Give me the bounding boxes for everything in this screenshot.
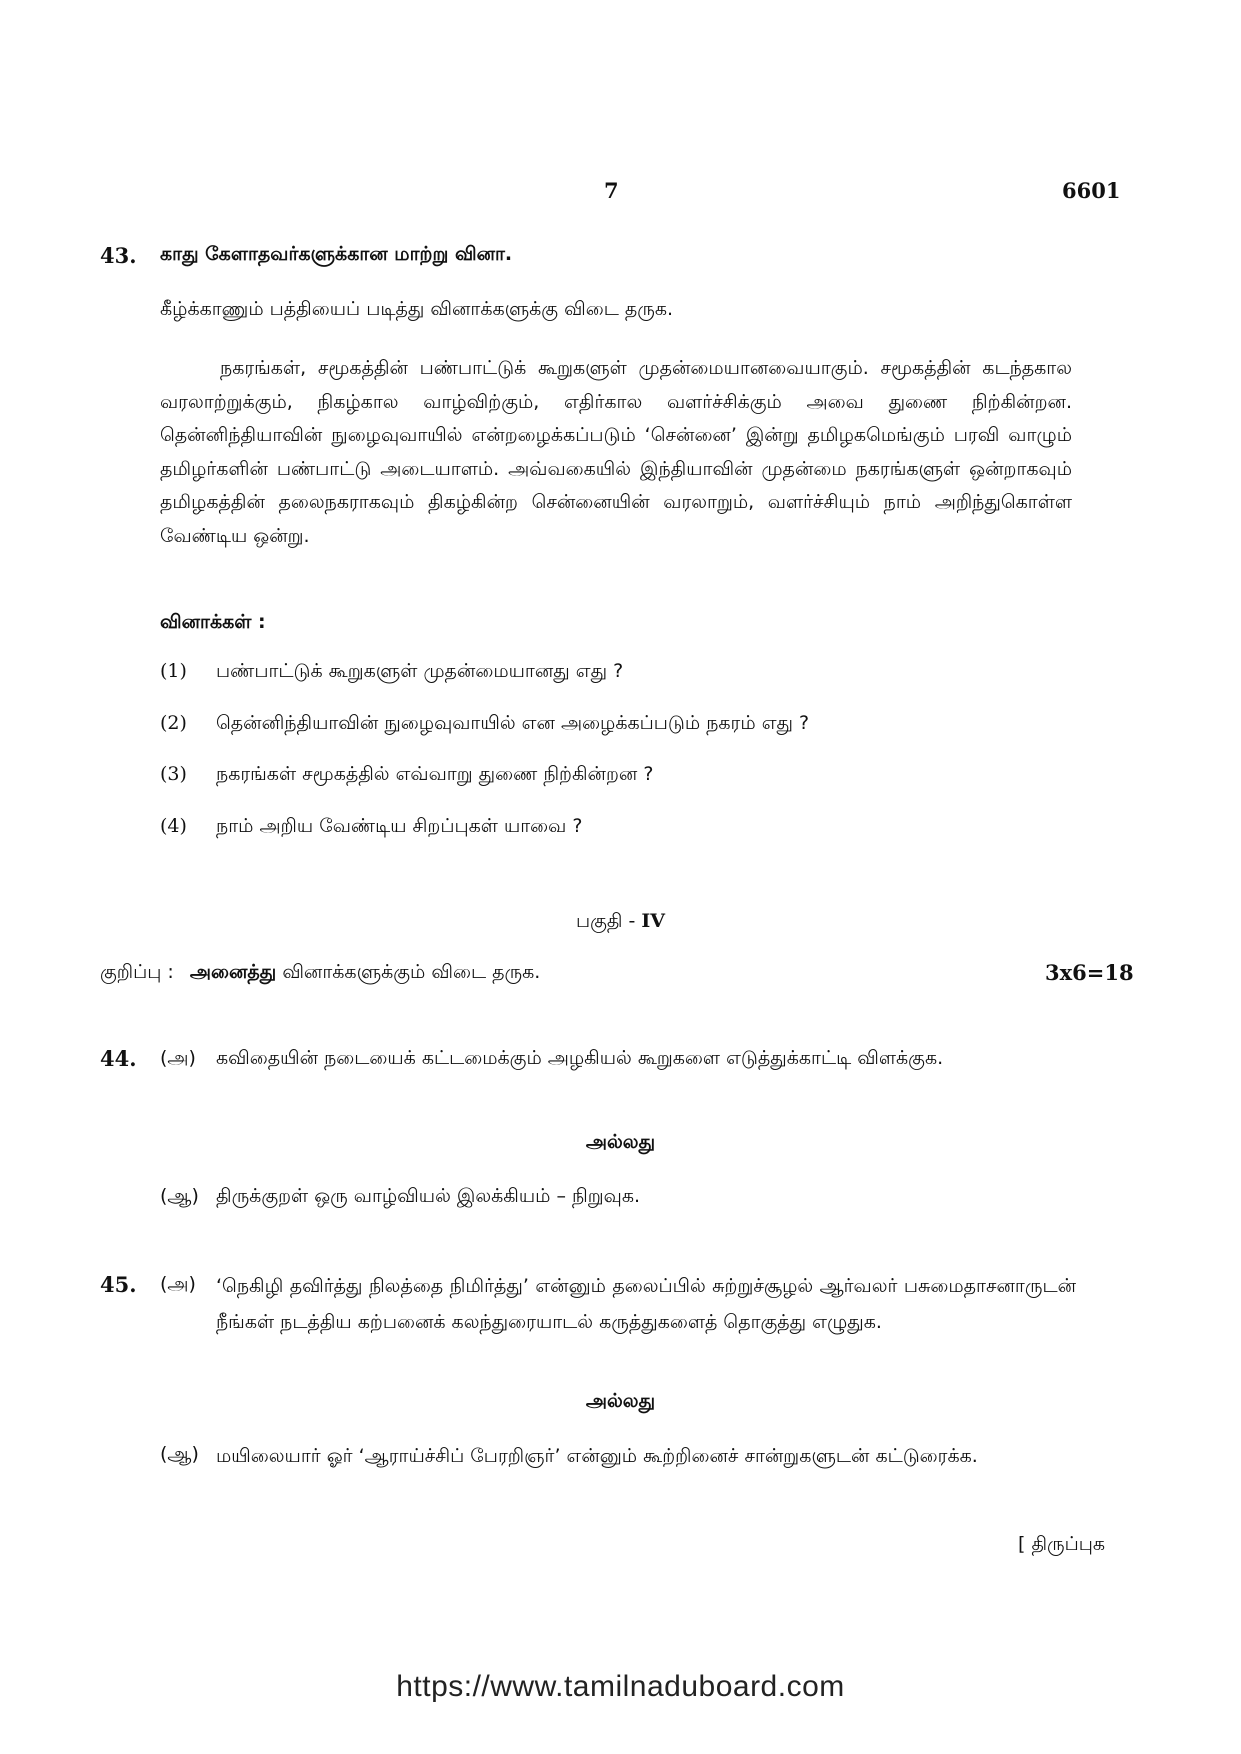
q45-b-text: மயிலையார் ஓர் ‘ஆராய்ச்சிப் பேரறிஞர்’ என்னும் கூற்றினைச் சான்றுகளுடன் கட்டுரைக்க.: [216, 1445, 978, 1467]
q43-question-4-text: நாம் அறிய வேண்டிய சிறப்புகள் யாவை ?: [216, 815, 583, 837]
q43-question-1-number: (1): [160, 660, 187, 682]
section-note-text: வினாக்களுக்கும் விடை தருக.: [282, 961, 541, 983]
paper-code: 6601: [1062, 178, 1121, 203]
q43-passage: நகரங்கள், சமூகத்தின் பண்பாட்டுக் கூறுகளுள் முதன்மையானவையாகும். சமூகத்தின் கடந்தகால வரலாற்றுக்கும், நிகழ்கால வாழ்விற்கும், எதிர்கால வளர்ச்சிக்கும் அவை துணை நிற்கின்றன. தென்னிந்தியாவின் நுழைவுவாயில் என்றழைக்கப்படும் ‘சென்னை’ இன்று தமிழகமெங்கும் பரவி வாழும் தமிழர்களின் பண்பாட்டு அடையாளம். அவ்வகையில் இந்தியாவின் முதன்மை நகரங்களுள் ஒன்றாகவும் தமிழகத்தின் தலைநகராகவும் திகழ்கின்ற சென்னையின் வரலாறும், வளர்ச்சியும் நாம் அறிந்துகொள்ள வேண்டிய ஒன்று.: [160, 357, 1072, 547]
q45-a-text: ‘நெகிழி தவிர்த்து நிலத்தை நிமிர்த்து’ என்னும் தலைப்பில் சுற்றுச்சூழல் ஆர்வலர் பசுமைதாசனாருடன் நீங்கள் நடத்திய கற்பனைக் கலந்துரையாடல் கருத்துகளைத் தொகுத்து எழுதுக.: [216, 1275, 1076, 1333]
section-note-bold: அனைத்து: [189, 961, 277, 983]
section-note-label: குறிப்பு :: [100, 961, 174, 983]
q43-question-1-text: பண்பாட்டுக் கூறுகளுள் முதன்மையானது எது ?: [216, 660, 624, 682]
q43-title: காது கேளாதவர்களுக்கான மாற்று வினா.: [160, 243, 513, 265]
q44-or: அல்லது: [585, 1131, 656, 1153]
q43-question-3-text: நகரங்கள் சமூகத்தில் எவ்வாறு துணை நிற்கின்றன ?: [216, 763, 654, 785]
q44-a-label: (அ): [160, 1047, 196, 1069]
q45-b-label: (ஆ): [160, 1443, 199, 1465]
q43-question-2-text: தென்னிந்தியாவின் நுழைவுவாயில் என அழைக்கப்படும் நகரம் எது ?: [216, 712, 810, 734]
turn-over-note: [ திருப்புக: [1018, 1533, 1106, 1555]
section-title-prefix: பகுதி -: [575, 910, 642, 932]
q43-question-4-number: (4): [160, 815, 187, 837]
q43-instruction: கீழ்க்காணும் பத்தியைப் படித்து வினாக்களுக்கு விடை தருக.: [160, 298, 674, 320]
q44-b-text: திருக்குறள் ஒரு வாழ்வியல் இலக்கியம் – நிறுவுக.: [216, 1185, 641, 1207]
section-title-roman: IV: [641, 910, 666, 932]
q45-or: அல்லது: [585, 1390, 656, 1412]
page-number: 7: [604, 178, 619, 203]
q44-a-text: கவிதையின் நடையைக் கட்டமைக்கும் அழகியல் கூறுகளை எடுத்துக்காட்டி விளக்குக.: [216, 1047, 944, 1069]
source-url[interactable]: https://www.tamilnaduboard.com: [396, 1670, 845, 1703]
q44-b-label: (ஆ): [160, 1185, 199, 1207]
section-title: [0, 905, 1241, 938]
section-note: [100, 956, 540, 989]
q43-question-3-number: (3): [160, 763, 187, 785]
q43-question-2-number: (2): [160, 712, 187, 734]
q44-number: 44.: [100, 1046, 137, 1071]
q45-number: 45.: [100, 1272, 137, 1297]
q43-number: 43.: [100, 243, 137, 268]
section-marks: 3x6=18: [1045, 960, 1134, 985]
q43-questions-label: வினாக்கள் :: [160, 611, 266, 633]
q45-a-label: (அ): [160, 1273, 196, 1295]
